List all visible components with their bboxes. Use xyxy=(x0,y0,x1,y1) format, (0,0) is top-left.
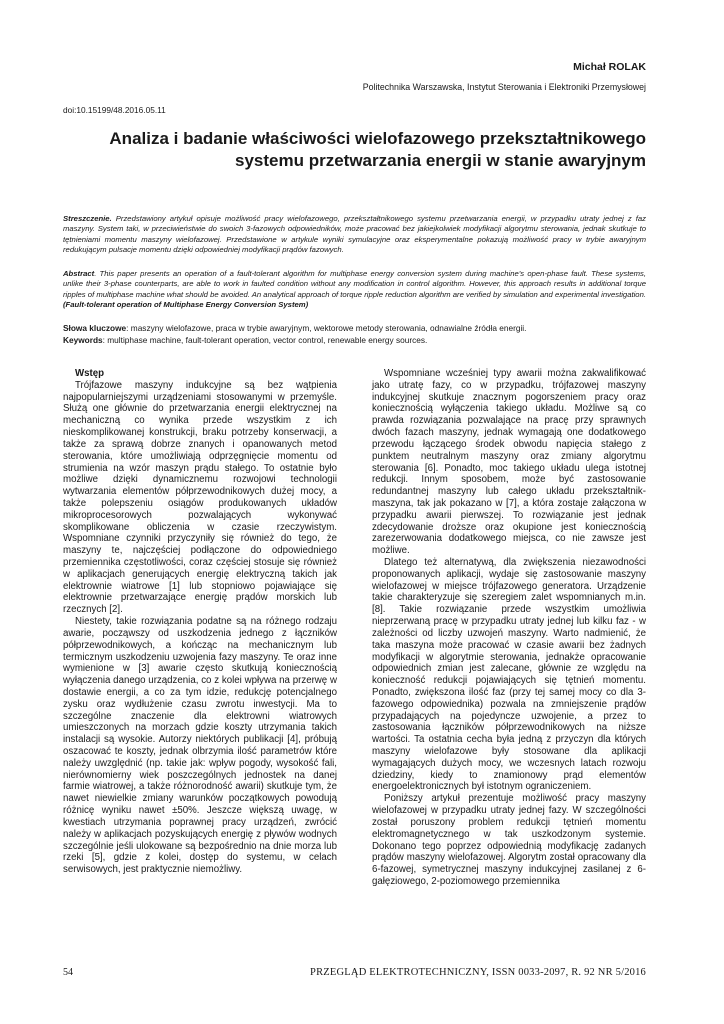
body-paragraph: Trójfazowe maszyny indukcyjne są bez wątpienia najpopularniejszymi urządzeniami stosowanymi w przemyśle. Służą one głównie do przetwarzania energii elektrycznej na mechaniczną co wynika przede wszystkim z ich nieskomplikowanej konstrukcji, braku potrzeby konserwacji, a także za sprawą dobrze znanych i opanowanych metod sterowania, które umożliwiają odprzęgnięcie momentu od strumienia na wzór maszyn prądu stałego. To ostatnie było możliwe dzięki dynamicznemu rozwojowi technologii wytwarzania elementów półprzewodnikowych dużej mocy, a także polepszeniu osiągów produkowanych układów mikroprocesorowych pozwalających wykonywać skomplikowane obliczenia w czasie rzeczywistym. Wspomniane czynniki przyczyniły się również do tego, że maszyny te, najczęściej podłączone do odpowiedniego przemiennika częstotliwości, coraz częściej stosuje się również w aplikacjach generujących energię elektryczną takich jak elektrownie wiatrowe [1] lub stopniowo pojawiające się elektrownie przetwarzające energię prądów morskich lub rzecznych [2]. xyxy=(63,379,337,616)
author-affiliation: Politechnika Warszawska, Instytut Sterowania i Elektroniki Przemysłowej xyxy=(362,82,646,92)
keywords-polish xyxy=(63,323,646,334)
abstract-polish-text: Przedstawiony artykuł opisuje możliwość pracy wielofazowego, przekształtnikowego systemu przetwarzania energii, w przypadku utraty jednej z faz maszyny. System taki, w przeciwieństwie do swoich 3-fazowych odpowiedników, może pracować bez jakiejkolwiek modyfikacji algorytmu sterowania, jednak skutkuje to tętnieniami momentu maszyny wielofazowej. Przedstawione w artykule wyniki symulacyjne oraz eksperymentalne pokazują możliwość pracy w trybie awaryjnym redukującym pulsacje momentu dzięki odpowiedniej modyfikacji prądów fazowych. xyxy=(63,214,646,255)
body-column-right xyxy=(372,368,646,888)
keywords-english-label: Keywords xyxy=(63,335,103,345)
section-heading: Wstęp xyxy=(75,368,105,379)
abstract-english-text: . This paper presents an operation of a fault-tolerant algorithm for multiphase energy conversion system during machine's open-phase fault. These systems, unlike their 3-phase counterparts, are able to work in faulted condition without any modification in control algorithm. However, this approach results in additional torque ripples of multiphase machine what should be avoided. An analytical approach of torque ripple reduction algorithm are verified by simulation and experimental investigation. xyxy=(63,269,646,299)
body-column-left xyxy=(63,368,337,876)
author-name: Michał ROLAK xyxy=(573,61,646,73)
body-paragraph: Dlatego też alternatywą, dla zwiększenia niezawodności proponowanych aplikacji, wydaje się zastosowanie maszyny wielofazowej w miejsce trójfazowego generatora. Urządzenie takie charakteryzuje się szeregiem zalet wspomnianych m.in. [8]. Takie rozwiązanie przede wszystkim umożliwia nieprzerwaną pracę w przypadku utraty jednej lub kilku faz - w zależności od liczby uzwojeń maszyny. Warto nadmienić, że taka maszyna może pracować w czasie awarii bez żadnych modyfikacji w algorytmie sterowania, jednakże opracowanie odpowiednich zmian jest zalecane, głównie ze względu na konieczność redukcji pojawiających się tętnień momentu. Ponadto, zwiększona ilość faz (przy tej samej mocy co dla 3-fazowego odpowiednika) pozwala na zmniejszenie prądów przypadających na pojedyncze uzwojenie, a przez to zastosowania łączników półprzewodnikowych na niższe wartości. Ta ostatnia cecha była jedną z przyczyn dla których maszyny wielofazowe były stosowane dla aplikacji wymagających dużych mocy, we wczesnych latach rozwoju dziedziny, kiedy to znamionowy prąd elementów energoelektronicznych był istotnym ograniczeniem. xyxy=(372,557,646,793)
english-title: (Fault-tolerant operation of Multiphase Energy Conversion System) xyxy=(63,300,309,310)
body-paragraph: Wspomniane wcześniej typy awarii można zakwalifikować jako utratę fazy, co w przypadku, trójfazowej maszyny indukcyjnej skutkuje znacznym pogorszeniem pracy oraz koniecznością wyłączenia takiego układu. Możliwe są co prawda rozwiązania pozwalające na pracę przy sprawnych dwóch fazach maszyny, jednak wymagają one dodatkowego przewodu łączącego środek obwodu napięcia stałego z punktem neutralnym maszyny oraz zmiany algorytmu sterowania [6]. Ponadto, moc takiego układu ulega istotnej redukcji. Innym sposobem, może być zastosowanie redundantnej maszyny lub całego układu przekształtnik-maszyna, tak jak pokazano w [7], a która zostaje załączona w przypadku awarii pierwszej. To rozwiązanie jest jednak zdecydowanie droższe oraz okupione jest koniecznością zarezerwowania dodatkowego miejsca, co nie zawsze jest możliwe. xyxy=(372,368,646,557)
keywords-english-text: : multiphase machine, fault-tolerant operation, vector control, renewable energy sources. xyxy=(102,335,428,345)
body-paragraph: Poniższy artykuł prezentuje możliwość pracy maszyny wielofazowej w przypadku utraty jednej fazy. W szczególności został poruszony problem redukcji tętnień momentu elektromagnetycznego w tak uszkodzonym systemie. Dokonano tego poprzez odpowiednią modyfikację zadanych prądów maszyny wielofazowej. Algorytm został opracowany dla 6-fazowej, symetrycznej maszyny indukcyjnej zasilanej z 6-gałęziowego, 2-poziomowego przemiennika xyxy=(372,793,646,887)
journal-footer: PRZEGLĄD ELEKTROTECHNICZNY, ISSN 0033-2097, R. 92 NR 5/2016 xyxy=(310,967,646,978)
paper-title: Analiza i badanie właściwości wielofazowego przekształtnikowego systemu przetwarzania energii w stanie awaryjnym xyxy=(109,129,646,170)
abstract-polish-label: Streszczenie. xyxy=(63,214,112,223)
abstract-polish xyxy=(63,214,646,256)
page-number: 54 xyxy=(63,967,73,978)
keywords-english xyxy=(63,335,646,346)
abstract-english xyxy=(63,269,646,311)
body-paragraph: Niestety, takie rozwiązania podatne są na różnego rodzaju awarie, począwszy od uszkodzenia jednego z łączników półprzewodnikowych, a kończąc na mechanicznym lub termicznym uszkodzeniu uzwojenia fazy maszyny. Te oraz inne wymienione w [3] awarie często skutkują koniecznością wyłączenia danego urządzenia, co z kolei wpływa na przerwę w dostawie energii, a co za tym idzie, redukcję potencjalnego zysku oraz wydłużenie czasu zwrotu inwestycji. Ma to szczególne znaczenie dla elektrowni wiatrowych umieszczonych na morzach gdzie koszty utrzymania takich instalacji są wysokie. Autorzy niektórych publikacji [4], próbują oszacować te koszty, jednak olbrzymia ilość parametrów które należy uwzględnić (np. takie jak: wpływ pogody, wysokość fali, nierównomierny wiek poszczególnych jednostek na danej farmie wiatrowej, a także różnorodność awarii) skutkuje tym, że nawet niewielkie zmiany warunków początkowych powodują różnicę wyniku nawet ±50%. Jeszcze większą uwagę, w kwestiach utrzymania poprawnej pracy urządzeń, zwrócić należy w aplikacjach pozyskujących energię z pływów wodnych szczególnie jeśli ulokowane są bezpośrednio na dnie morza lub rzeki [5], gdzie z kolei, dostęp do systemu, w celach serwisowych, jest praktycznie niemożliwy. xyxy=(63,616,337,876)
doi: doi:10.15199/48.2016.05.11 xyxy=(63,105,166,115)
keywords-polish-text: : maszyny wielofazowe, praca w trybie awaryjnym, wektorowe metody sterowania, odnawialne źródła energii. xyxy=(126,323,527,333)
keywords-polish-label: Słowa kluczowe xyxy=(63,323,127,333)
abstract-english-label: Abstract xyxy=(63,269,95,278)
